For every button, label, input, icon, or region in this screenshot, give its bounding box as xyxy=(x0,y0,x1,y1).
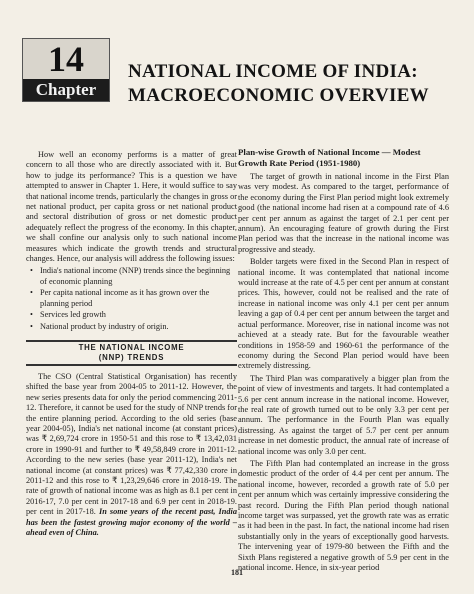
emphasis-text: In some years of the recent past, India has been the fastest growing major economy of the world – ahead even of China. xyxy=(26,507,237,537)
subsection-heading: Plan-wise Growth of National Income — Modest Growth Rate Period (1951-1980) xyxy=(238,147,421,168)
list-item: • Services led growth xyxy=(40,310,237,320)
list-item: • Per capita national income as it has grown over the planning period xyxy=(40,288,237,309)
chapter-title-line1: NATIONAL INCOME OF INDIA: xyxy=(128,61,418,82)
chapter-number: 14 xyxy=(48,39,84,79)
nnp-trends-paragraph xyxy=(26,372,237,539)
section-heading-line2: (NNP) TRENDS xyxy=(98,352,165,362)
left-column xyxy=(26,150,237,540)
paragraph-second-plan: Bolder targets were fixed in the Second Plan in respect of national income. It was contemplated that national income would increase at the rate of 4.5 per cent per annum at constant prices. This, however, could not be realised and the rate of increase in national income was only 4.1 per cent per annum leaving a gap of 0.4 per cent per annum between the target and actual performance. Moreover, rise in national income was not achieved at a steady rate. But for the favourable weather conditions in 1958-59 and 1960-61 the performance of the economy during the Second Plan period would have been extremely distressing. xyxy=(238,257,449,371)
issues-list xyxy=(26,266,237,331)
paragraph-first-plan: The target of growth in national income in the First Plan was very modest. As compared to the target, performance of the economy during the First Plan period might look extremely good (the national income had risen at a compound rate of 4.6 per cent per annum as against the target of 2.1 per cent per annum). An encouraging feature of growth during the First Plan period was that the increase in the national income was progressive and steady. xyxy=(238,172,449,254)
list-item: • National product by industry of origin. xyxy=(40,322,237,332)
nnp-trends-text: The CSO (Central Statistical Organisation) has recently shifted the base year from 2004-05 to 2011-12. However, the new series presents data for only the period commencing 2011-12. Therefore, it cannot be used for the study of NNP trends for the entire planning period. According to the old series (base year 2004-05), India's net national income (at constant prices) was ₹ 2,69,724 crore in 1950-51 and this rose to ₹ 13,42,031 crore in 1990-91 and further to ₹ 49,58,849 crore in 2011-12. According to the new series (base year 2011-12), India's net national income (at constant prices) was ₹ 77,42,330 crore in 2011-12 and this rose to ₹ 1,23,29,646 crore in 2018-19. The rate of growth of national income was as high as 8.1 per cent in 2016-17, 7.0 per cent in 2017-18 and 6.9 per cent in 2018-19. per cent in 2017-18. xyxy=(26,371,237,517)
paragraph-third-plan: The Third Plan was comparatively a bigger plan from the point of view of investments and targets. It had contemplated a 5.6 per cent annum increase in the national income. However, the real rate of growth turned out to be only 3.3 per cent per annum. The performance in the Fourth Plan was equally distressing. As against the target of 5.7 per cent per annum increase in net domestic product, the annual rate of increase of national income was only 3.0 per cent. xyxy=(238,373,449,456)
section-rule xyxy=(26,364,237,366)
chapter-title-line2: MACROECONOMIC OVERVIEW xyxy=(128,85,429,106)
section-heading-line1: THE NATIONAL INCOME xyxy=(78,342,185,352)
right-column xyxy=(238,147,449,575)
chapter-badge xyxy=(22,38,110,102)
paragraph-fifth-plan: The Fifth Plan had contemplated an increase in the gross domestic product of the order of 4.4 per cent per annum. The national income, however, recorded a growth rate of 5.0 per cent per annum which was certainly impressive considering the past record. During the Fifth Plan period though national income target was surpassed, yet the growth rate was as erratic as it had been in the past. In fact, the national income had risen substantially only in the years of exceptionally good harvests. The intervening year of 1979-80 between the Fifth and the Sixth Plans registered a negative growth of 5.9 per cent in the national income. Hence, in six-year period xyxy=(238,458,449,573)
intro-paragraph: How well an economy performs is a matter of great concern to all those who are directly associated with it. But how to judge its performance? This is a question we have attempted to answer in Chapter 1. Here, it would suffice to say that national income trends, particularly the changes in gross or net national product, per capita gross or net national product and sectoral distribution of gross or net domestic product adequately reflect the progress of the economy. In this chapter, we shall confine our analysis only to such national income measures which indicate the growth trends and structural changes. Hence, our analysis will address the following issues: xyxy=(26,150,237,264)
section-rule xyxy=(26,340,237,342)
chapter-title xyxy=(128,60,458,108)
section-heading xyxy=(26,340,237,366)
page-number: 181 xyxy=(231,568,243,577)
chapter-label: Chapter xyxy=(23,79,109,101)
list-item: • India's national income (NNP) trends since the beginning of economic planning xyxy=(40,266,237,287)
